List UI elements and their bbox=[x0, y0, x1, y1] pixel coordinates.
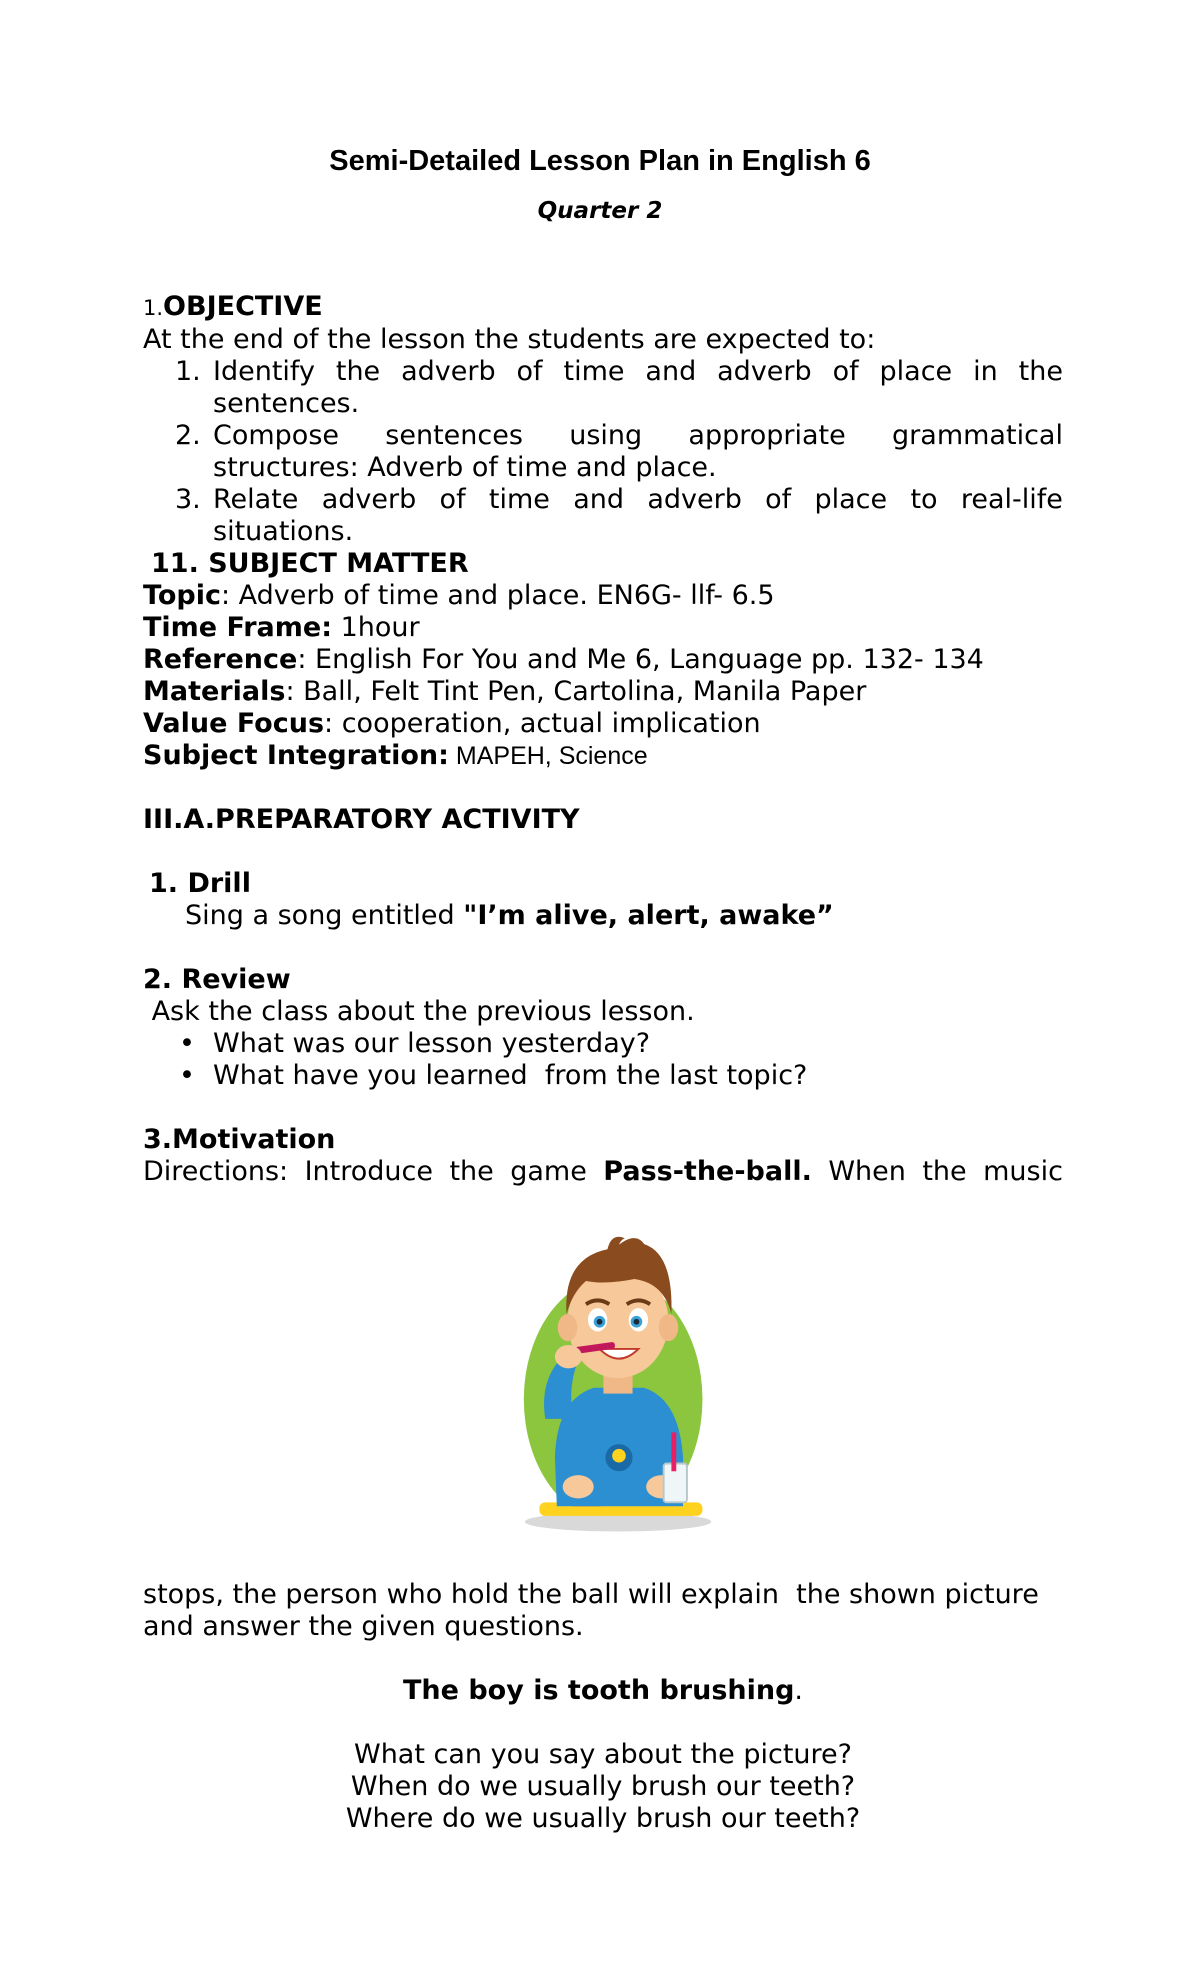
objective-word: Relate bbox=[213, 484, 299, 515]
objective-word: of bbox=[765, 484, 792, 515]
value-focus-line: Value Focus: cooperation, actual implication bbox=[143, 708, 761, 739]
objective-list bbox=[143, 356, 1063, 548]
shirt-logo-center bbox=[612, 1449, 626, 1463]
objective-item-line: structures: Adverb of time and place. bbox=[213, 452, 717, 483]
time-frame-line: Time Frame: 1hour bbox=[143, 612, 420, 643]
objective-word: in bbox=[973, 356, 998, 387]
question-line: When do we usually brush our teeth? bbox=[350, 1771, 856, 1802]
document-body bbox=[143, 291, 1063, 1188]
objective-word: adverb bbox=[321, 484, 417, 515]
bullet-icon: • bbox=[179, 1028, 195, 1059]
objective-word: Identify bbox=[213, 356, 315, 387]
drill-text: Sing a song entitled "I’m alive, alert, awake” bbox=[185, 900, 834, 931]
objective-item-line bbox=[213, 420, 1063, 452]
objective-word: and bbox=[645, 356, 697, 387]
objective-word: sentences bbox=[385, 420, 523, 451]
preparatory-heading: III.A.PREPARATORY ACTIVITY bbox=[143, 804, 580, 835]
review-intro: Ask the class about the previous lesson. bbox=[143, 996, 695, 1027]
hand-left bbox=[555, 1345, 582, 1368]
objective-word: appropriate bbox=[688, 420, 846, 451]
objective-item-line: situations. bbox=[213, 516, 354, 547]
page-title: Semi-Detailed Lesson Plan in English 6 bbox=[329, 145, 871, 177]
objective-item: 3. Relate adverb of time and adverb of place to real-life situations. bbox=[175, 484, 1063, 547]
objective-word: adverb bbox=[401, 356, 496, 387]
objective-word: real-life bbox=[960, 484, 1063, 515]
objective-heading: 1.OBJECTIVE bbox=[143, 291, 323, 322]
objective-word: place bbox=[879, 356, 953, 387]
materials-line: Materials: Ball, Felt Tint Pen, Cartolina, Manila Paper bbox=[143, 676, 867, 707]
motivation-heading: 3.Motivation bbox=[143, 1124, 336, 1155]
pupil-right-center bbox=[634, 1319, 640, 1325]
topic-line: Topic: Adverb of time and place. EN6G- llf- 6.5 bbox=[143, 580, 775, 611]
objective-word: time bbox=[563, 356, 625, 387]
subject-matter-heading: 11. SUBJECT MATTER bbox=[151, 548, 469, 579]
review-bullets bbox=[143, 1028, 1063, 1092]
question-line: What can you say about the picture? bbox=[354, 1739, 852, 1770]
motivation-directions: Directions: Introduce the game Pass-the-ball. When the music bbox=[143, 1156, 1063, 1187]
objective-word: using bbox=[569, 420, 643, 451]
objective-word: the bbox=[335, 356, 381, 387]
list-item: • What have you learned from the last topic? bbox=[179, 1060, 808, 1091]
objective-word: adverb bbox=[647, 484, 742, 515]
objective-word: grammatical bbox=[892, 420, 1063, 451]
list-item: • What was our lesson yesterday? bbox=[179, 1028, 651, 1059]
reference-line: Reference: English For You and Me 6, Language pp. 132- 134 bbox=[143, 644, 984, 675]
objective-item-line bbox=[213, 356, 1063, 388]
review-heading: 2. Review bbox=[143, 964, 291, 995]
objective-word: of bbox=[439, 484, 466, 515]
objective-intro: At the end of the lesson the students are expected to: bbox=[143, 324, 876, 355]
continuation-block bbox=[143, 1579, 1063, 1835]
drill-heading: 1. Drill bbox=[149, 868, 251, 899]
subject-integration-line: Subject Integration: MAPEH, Science bbox=[143, 740, 648, 771]
ear-left-shape bbox=[558, 1314, 577, 1341]
objective-item: 1. Identify the adverb of time and adverb of place in the sentences. bbox=[175, 356, 1063, 419]
objective-word: of bbox=[832, 356, 859, 387]
cup-toothbrush-icon bbox=[671, 1432, 676, 1471]
continuation-line: and answer the given questions. bbox=[143, 1611, 584, 1642]
hand-resting bbox=[563, 1475, 594, 1498]
pupil-left-center bbox=[597, 1319, 603, 1325]
objective-word: of bbox=[516, 356, 543, 387]
objective-word: place bbox=[814, 484, 888, 515]
objective-item: 2. Compose sentences using appropriate grammatical structures: Adverb of time and place. bbox=[175, 420, 1063, 483]
objective-word: adverb bbox=[717, 356, 812, 387]
question-line: Where do we usually brush our teeth? bbox=[345, 1803, 861, 1834]
objective-word: the bbox=[1018, 356, 1063, 387]
continuation-line: stops, the person who hold the ball will explain the shown picture bbox=[143, 1579, 1039, 1610]
ear-right-shape bbox=[659, 1314, 678, 1341]
objective-item-line: sentences. bbox=[213, 388, 360, 419]
objective-word: time bbox=[488, 484, 550, 515]
quarter-label: Quarter 2 bbox=[537, 198, 663, 224]
boy-brushing-teeth-picture bbox=[518, 1220, 718, 1540]
bullet-icon: • bbox=[179, 1060, 195, 1091]
objective-word: to bbox=[910, 484, 938, 515]
objective-item-line bbox=[213, 484, 1063, 516]
objective-word: and bbox=[573, 484, 625, 515]
objective-word: Compose bbox=[213, 420, 340, 451]
picture-caption: The boy is tooth brushing. bbox=[402, 1675, 804, 1706]
